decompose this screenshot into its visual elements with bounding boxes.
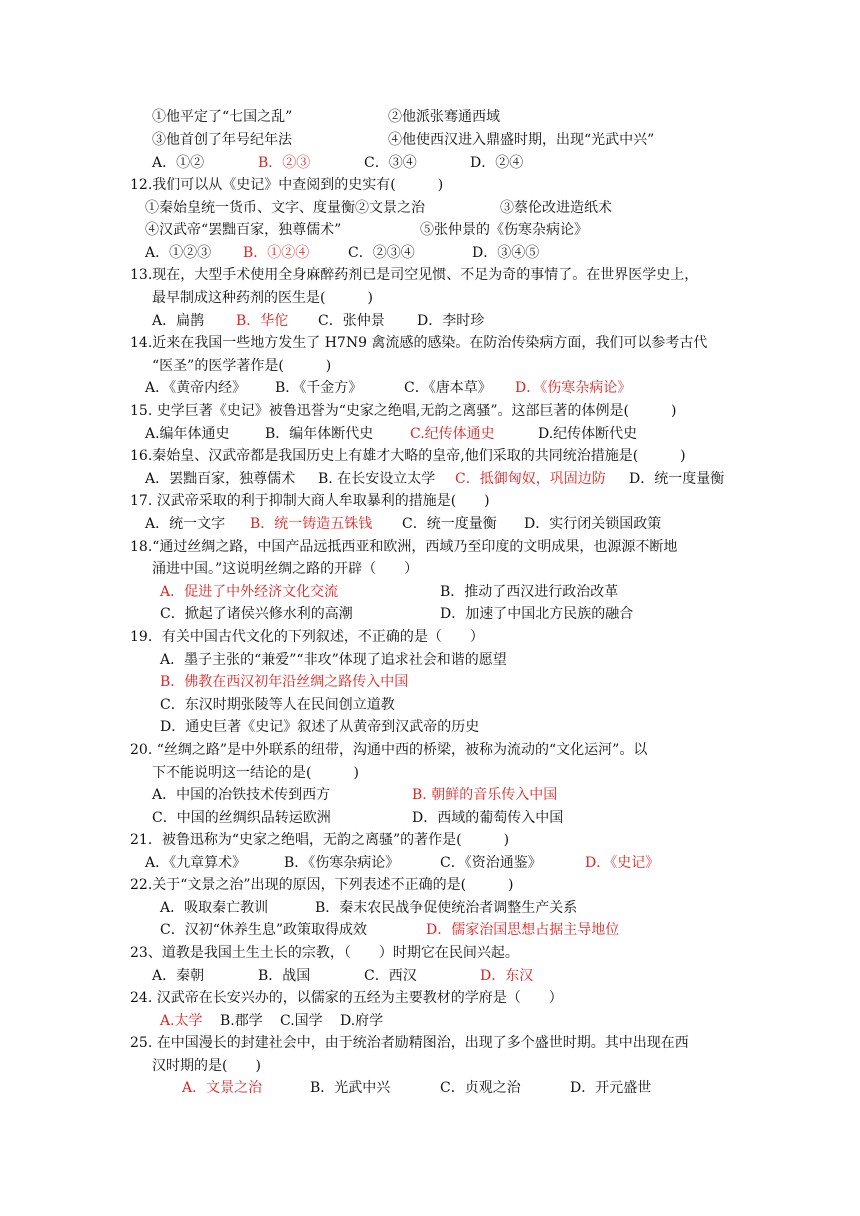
q20-stem-line1: 20. “丝绸之路”是中外联系的纽带，沟通中西的桥梁，被称为流动的“文化运河”。以 — [130, 742, 648, 758]
q12-stem: 12.我们可以从《史记》中查阅到的史实有( ) — [130, 177, 444, 193]
q12-option-c: C．②③④ — [348, 245, 415, 261]
q25-option-b: B．光武中兴 — [310, 1080, 391, 1096]
q22-option-c: C．汉初“休养生息”政策取得成效 — [160, 922, 368, 938]
q15-option-a: A.编年体通史 — [145, 426, 230, 442]
q11-statement-2: ②他派张骞通西域 — [388, 109, 500, 125]
q25-option-d: D．开元盛世 — [570, 1080, 652, 1096]
q11-option-b-answer: B．②③ — [258, 155, 311, 171]
q16-option-c-answer: C．抵御匈奴，巩固边防 — [455, 471, 606, 487]
q25-option-a-answer: A．文景之治 — [182, 1080, 263, 1096]
q13-option-a: A．扁鹊 — [152, 313, 205, 329]
q19-option-c: C．东汉时期张陵等人在民间创立道教 — [160, 697, 395, 713]
q14-option-a: A．《黄帝内经》 — [145, 380, 247, 396]
q23-stem: 23、道教是我国土生土长的宗教，（ ）时期它在民间兴起。 — [130, 945, 519, 961]
q23-option-b: B．战国 — [258, 968, 311, 984]
q11-statement-1: ①他平定了“七国之乱” — [152, 109, 293, 125]
q20-option-a: A．中国的冶铁技术传到西方 — [152, 787, 331, 803]
q13-option-d: D．李时珍 — [417, 313, 485, 329]
q21-option-d-answer: D．《史记》 — [585, 855, 660, 871]
q12-option-b-answer: B．①②④ — [243, 245, 310, 261]
q16-option-b: B. 在长安设立太学 — [318, 471, 436, 487]
q24-option-a-answer: A.太学 — [160, 1013, 203, 1029]
q11-statement-3: ③他首创了年号纪年法 — [152, 132, 292, 148]
q23-option-d-answer: D．东汉 — [480, 968, 534, 984]
q16-option-a: A．罢黜百家，独尊儒术 — [145, 471, 296, 487]
q12-statement-5: ⑤张仲景的《伤寒杂病论》 — [420, 222, 588, 238]
q11-statement-4: ④他使西汉进入鼎盛时期，出现“光武中兴” — [388, 132, 655, 148]
q12-statement-1-2: ①秦始皇统一货币、文字、度量衡②文景之治 — [145, 200, 425, 216]
q16-option-d: D．统一度量衡 — [629, 471, 725, 487]
q23-option-a: A．秦朝 — [152, 968, 205, 984]
q14-option-b: B．《千金方》 — [275, 380, 363, 396]
q21-stem: 21．被鲁迅称为“史家之绝唱，无韵之离骚”的著作是( ) — [130, 832, 510, 848]
q12-option-d: D．③④⑤ — [472, 245, 540, 261]
q19-stem: 19．有关中国古代文化的下列叙述，不正确的是（ ） — [130, 629, 484, 645]
q13-stem-line2: 最早制成这种药剂的医生是( ) — [152, 290, 373, 306]
q25-option-c: C．贞观之治 — [440, 1080, 521, 1096]
q24-option-d: D.府学 — [340, 1013, 384, 1029]
q14-stem-line1: 14.近来在我国一些地方发生了 H7N9 禽流感的感染。在防治传染病方面，我们可以参考古代 — [130, 335, 708, 351]
q17-stem: 17. 汉武帝采取的利于抑制大商人牟取暴利的措施是( ) — [130, 493, 490, 509]
q24-option-b: B.郡学 — [220, 1013, 263, 1029]
q12-option-a: A．①②③ — [145, 245, 212, 261]
q21-option-c: C．《资治通鉴》 — [440, 855, 542, 871]
q17-option-a: A．统一文字 — [145, 516, 226, 532]
q14-option-c: C．《唐本草》 — [404, 380, 492, 396]
q17-option-b-answer: B．统一铸造五铢钱 — [250, 516, 373, 532]
q25-stem-line1: 25. 在中国漫长的封建社会中，由于统治者励精图治，出现了多个盛世时期。其中出现在西 — [130, 1035, 689, 1051]
q11-option-d: D．②④ — [470, 155, 524, 171]
q19-option-b-answer: B．佛教在西汉初年沿丝绸之路传入中国 — [160, 674, 409, 690]
q18-option-a-answer: A．促进了中外经济文化交流 — [160, 584, 339, 600]
q18-option-c: C．掀起了诸侯兴修水利的高潮 — [160, 606, 353, 622]
q12-statement-4: ④汉武帝“罢黜百家，独尊儒术” — [145, 222, 342, 238]
q19-option-a: A．墨子主张的“兼爱”“非攻”体现了追求社会和谐的愿望 — [160, 652, 507, 668]
q17-option-c: C．统一度量衡 — [402, 516, 497, 532]
q20-option-b-answer: B. 朝鲜的音乐传入中国 — [412, 787, 558, 803]
q18-stem-line1: 18.“通过丝绸之路，中国产品远抵西亚和欧洲，西域乃至印度的文明成果，也源源不断地 — [130, 539, 678, 555]
q24-option-c: C.国学 — [280, 1013, 323, 1029]
q15-option-d: D.纪传体断代史 — [538, 426, 638, 442]
q25-stem-line2: 汉时期的是( ) — [152, 1058, 261, 1074]
q22-stem: 22.关于“文景之治”出现的原因，下列表述不正确的是( ) — [130, 877, 514, 893]
q12-statement-3: ③蔡伦改进造纸术 — [500, 200, 612, 216]
q21-option-b: B．《伤寒杂病论》 — [284, 855, 400, 871]
q24-stem: 24. 汉武帝在长安兴办的，以儒家的五经为主要教材的学府是（ ） — [130, 990, 563, 1006]
q15-stem: 15. 史学巨著《史记》被鲁迅誉为“史家之绝唱,无韵之离骚”。这部巨著的体例是( ) — [130, 403, 677, 419]
q16-stem: 16.秦始皇、汉武帝都是我国历史上有雄才大略的皇帝,他们采取的共同统治措施是( ) — [130, 448, 686, 464]
q22-option-d-answer: D．儒家治国思想占据主导地位 — [426, 922, 620, 938]
q22-option-b: B．秦末农民战争促使统治者调整生产关系 — [315, 900, 578, 916]
q18-stem-line2: 涌进中国。”这说明丝绸之路的开辟（ ） — [152, 561, 419, 577]
q18-option-b: B．推动了西汉进行政治改革 — [440, 584, 619, 600]
q15-option-c-answer: C.纪传体通史 — [410, 426, 495, 442]
q13-option-c: C．张仲景 — [318, 313, 385, 329]
q11-option-a: A．①② — [152, 155, 205, 171]
q22-option-a: A．吸取秦亡教训 — [160, 900, 269, 916]
q15-option-b: B．编年体断代史 — [265, 426, 374, 442]
q13-stem-line1: 13.现在，大型手术使用全身麻醉药剂已是司空见惯、不足为奇的事情了。在世界医学史上， — [130, 267, 699, 283]
q20-option-c: C．中国的丝绸织品转运欧洲 — [152, 810, 331, 826]
q11-option-c: C．③④ — [364, 155, 417, 171]
q20-stem-line2: 下不能说明这一结论的是( ) — [152, 765, 359, 781]
q19-option-d: D．通史巨著《史记》叙述了从黄帝到汉武帝的历史 — [160, 719, 480, 735]
q18-option-d: D．加速了中国北方民族的融合 — [440, 606, 634, 622]
q17-option-d: D．实行闭关锁国政策 — [524, 516, 662, 532]
q13-option-b-answer: B．华佗 — [236, 313, 289, 329]
q14-option-d-answer: D．《伤寒杂病论》 — [515, 380, 632, 396]
q23-option-c: C．西汉 — [364, 968, 417, 984]
q21-option-a: A．《九章算术》 — [145, 855, 247, 871]
q14-stem-line2: “医圣”的医学著作是( ) — [152, 358, 332, 374]
q20-option-d: D．西域的葡萄传入中国 — [412, 810, 564, 826]
